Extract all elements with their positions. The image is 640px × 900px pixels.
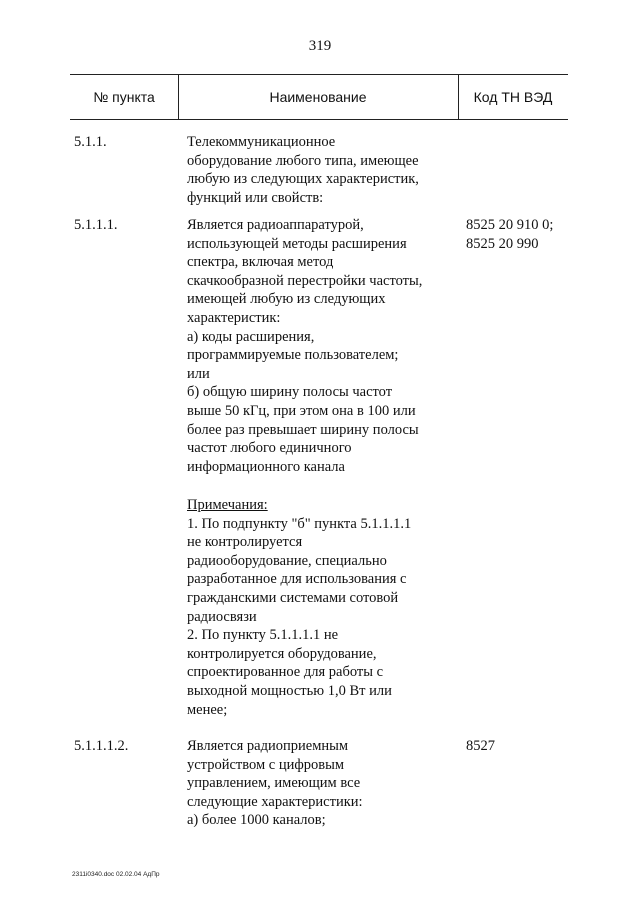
item-number: 5.1.1. — [74, 134, 107, 150]
description-line: характеристик: — [187, 309, 281, 326]
document-footer: 2311i0340.doc 02.02.04 АдПр — [72, 871, 160, 878]
description-line: устройством с цифровым — [187, 756, 344, 773]
description-line: гражданскими системами сотовой — [187, 589, 399, 606]
notes-description — [187, 496, 457, 719]
description-line: информационного канала — [187, 458, 345, 475]
code-line: 8525 20 910 0; — [466, 217, 554, 233]
description-line: 1. По подпункту "б" пункта 5.1.1.1.1 — [187, 515, 412, 532]
description-line: контролируется оборудование, — [187, 645, 377, 662]
description-line: Является радиоаппаратурой, — [187, 217, 364, 233]
page-number: 319 — [308, 38, 332, 54]
description-line: использующей методы расширения — [187, 235, 407, 252]
description-line: имеющей любую из следующих — [187, 291, 386, 308]
item-number: 5.1.1.1.2. — [74, 738, 129, 754]
description-line: оборудование любого типа, имеющее — [187, 152, 419, 169]
item-description — [187, 216, 457, 476]
description-line: радиооборудование, специально — [187, 552, 387, 569]
description-line: следующие характеристики: — [187, 793, 363, 810]
description-line: спектра, включая метод — [187, 254, 334, 271]
description-line: выходной мощностью 1,0 Вт или — [187, 682, 392, 699]
description-line: выше 50 кГц, при этом она в 100 или — [187, 402, 416, 419]
header-item-number: № пункта — [93, 89, 155, 105]
description-line: или — [187, 365, 210, 382]
description-line: программируемые пользователем; — [187, 347, 399, 364]
item-description — [187, 133, 457, 207]
description-line: управлением, имеющим все — [187, 775, 361, 792]
description-line: любую из следующих характеристик, — [187, 171, 419, 188]
tnved-code — [466, 737, 596, 756]
description-line: менее; — [187, 701, 228, 718]
tnved-code — [466, 216, 596, 253]
code-line: 8525 20 990 — [466, 235, 539, 252]
description-line: не контролируется — [187, 534, 303, 551]
description-line: Является радиоприемным — [187, 738, 349, 754]
item-number: 5.1.1.1. — [74, 217, 118, 233]
description-line: а) коды расширения, — [187, 328, 315, 345]
description-line: 2. По пункту 5.1.1.1.1 не — [187, 627, 339, 644]
description-line: скачкообразной перестройки частоты, — [187, 272, 423, 289]
notes-heading: Примечания: — [187, 497, 268, 513]
description-line: частот любого единичного — [187, 440, 352, 457]
description-line: радиосвязи — [187, 608, 257, 625]
description-line: спроектированное для работы с — [187, 664, 384, 681]
description-line: функций или свойств: — [187, 189, 324, 206]
code-line: 8527 — [466, 738, 495, 754]
description-line: Телекоммуникационное — [187, 134, 336, 150]
header-tnved-code: Код ТН ВЭД — [473, 89, 553, 105]
header-name: Наименование — [269, 89, 367, 105]
description-line: а) более 1000 каналов; — [187, 812, 326, 829]
description-line: б) общую ширину полосы частот — [187, 384, 393, 401]
description-line: более раз превышает ширину полосы — [187, 421, 419, 438]
description-line: разработанное для использования с — [187, 571, 407, 588]
item-description — [187, 737, 457, 830]
table-header — [70, 74, 568, 120]
